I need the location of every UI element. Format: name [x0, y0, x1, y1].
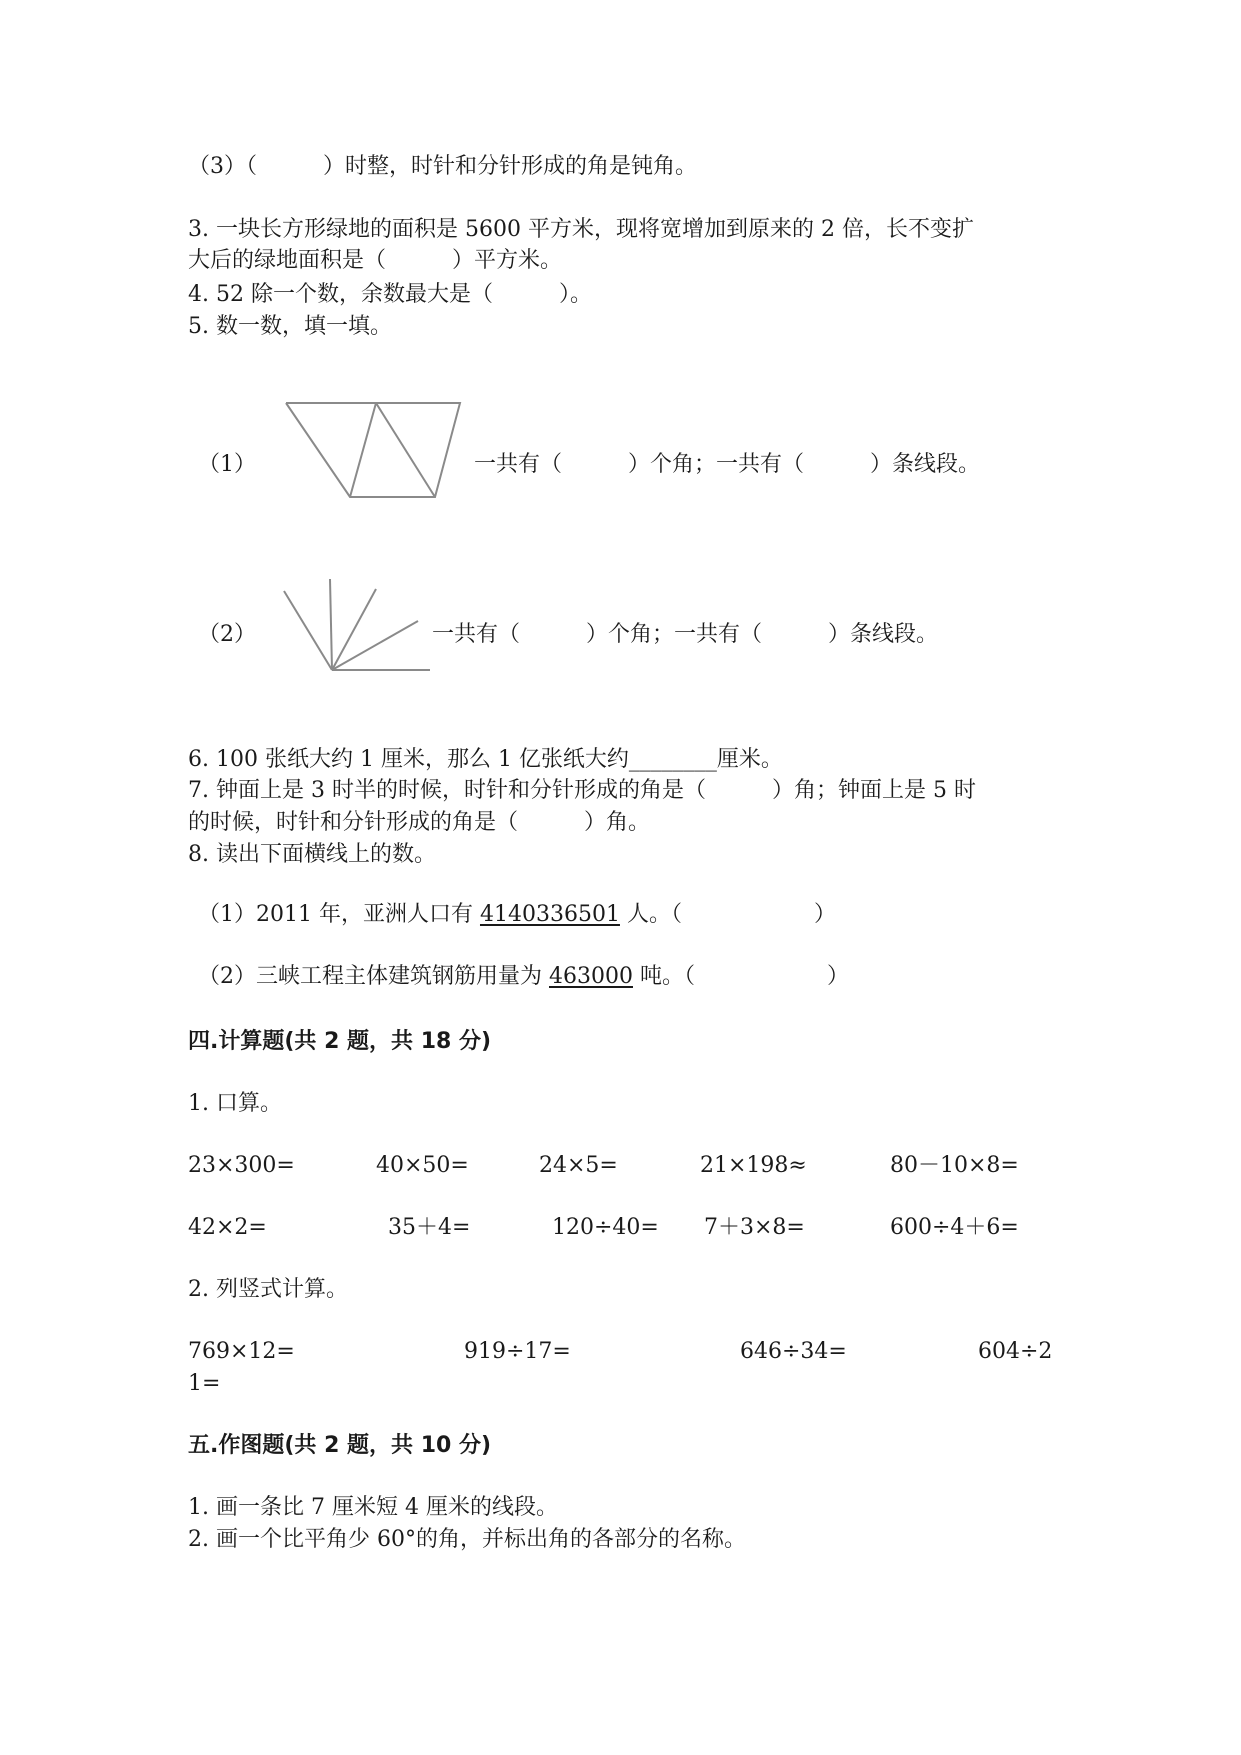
oral-calc-item: 120÷40=: [552, 1215, 659, 1240]
oral-calc-item: 80－10×8=: [890, 1153, 1019, 1178]
figure-trapezoid: [280, 395, 470, 505]
question-4: 4. 52 除一个数，余数最大是（ ）。: [188, 282, 592, 307]
oral-calc-item: 7＋3×8=: [704, 1215, 805, 1240]
oral-calc-item: 24×5=: [539, 1153, 618, 1178]
question-3-line-1: 3. 一块长方形绿地的面积是 5600 平方米，现将宽增加到原来的 2 倍，长不变扩: [188, 217, 974, 242]
oral-calc-item: 42×2=: [188, 1215, 267, 1240]
figure-rays: [280, 575, 440, 675]
oral-calc-item: 600÷4＋6=: [890, 1215, 1019, 1240]
question-7-line-1: 7. 钟面上是 3 时半的时候，时针和分针形成的角是（ ）角；钟面上是 5 时: [188, 778, 976, 803]
vertical-calc-item: 646÷34=: [740, 1339, 847, 1364]
underlined-number: 463000: [549, 964, 633, 989]
section-4-question-1: 1. 口算。: [188, 1091, 282, 1116]
underlined-number: 4140336501: [479, 902, 620, 927]
question-5-2-label: （2）: [198, 622, 256, 647]
oral-calc-item: 21×198≈: [700, 1153, 807, 1178]
oral-calc-item: 40×50=: [376, 1153, 469, 1178]
question-5-1-text: 一共有（ ）个角；一共有（ ）条线段。: [474, 452, 981, 477]
question-5: 5. 数一数，填一填。: [188, 314, 392, 339]
question-8: 8. 读出下面横线上的数。: [188, 842, 436, 867]
section-4-title: 四.计算题(共 2 题，共 18 分): [188, 1029, 492, 1054]
vertical-calc-wrap: 1=: [188, 1371, 221, 1396]
question-5-2-text: 一共有（ ）个角；一共有（ ）条线段。: [432, 622, 939, 647]
question-5-1-label: （1）: [198, 452, 256, 477]
question-2-3: （3）（ ）时整，时针和分针形成的角是钝角。: [188, 154, 697, 179]
question-8-2: （2）三峡工程主体建筑钢筋用量为 463000 吨。（ ）: [198, 964, 849, 989]
question-8-1: （1）2011 年，亚洲人口有 4140336501 人。（ ）: [198, 902, 836, 927]
section-4-question-2: 2. 列竖式计算。: [188, 1277, 348, 1302]
oral-calc-item: 23×300=: [188, 1153, 295, 1178]
vertical-calc-item: 604÷2: [978, 1339, 1053, 1364]
section-5-question-2: 2. 画一个比平角少 60°的角，并标出角的各部分的名称。: [188, 1527, 746, 1552]
question-7-line-2: 的时候，时针和分针形成的角是（ ）角。: [188, 810, 651, 835]
vertical-calc-item: 769×12=: [188, 1339, 295, 1364]
oral-calc-item: 35＋4=: [388, 1215, 471, 1240]
question-3-line-2: 大后的绿地面积是（ ）平方米。: [188, 248, 563, 273]
vertical-calc-item: 919÷17=: [464, 1339, 571, 1364]
section-5-title: 五.作图题(共 2 题，共 10 分): [188, 1433, 492, 1458]
section-5-question-1: 1. 画一条比 7 厘米短 4 厘米的线段。: [188, 1495, 558, 1520]
question-6: 6. 100 张纸大约 1 厘米，那么 1 亿张纸大约________厘米。: [188, 747, 783, 772]
